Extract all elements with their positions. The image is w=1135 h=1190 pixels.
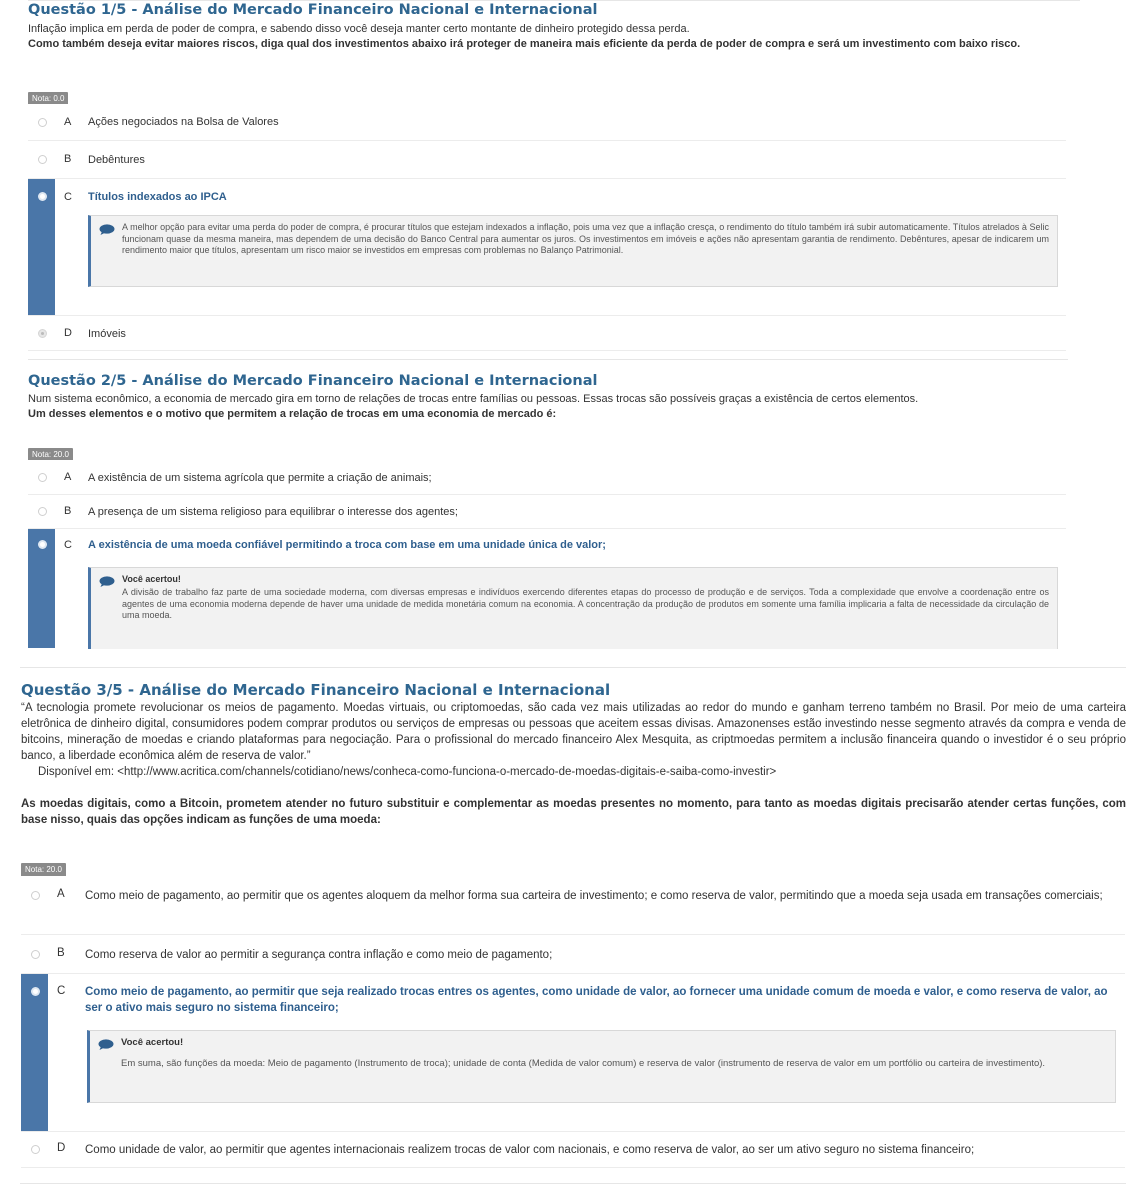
question-intro: Num sistema econômico, a economia de mercado gira em torno de relações de trocas entre famílias ou pessoas. Essas trocas são possíveis graças a existência de certos elementos. bbox=[28, 393, 919, 405]
question-prompt: Um desses elementos e o motivo que permitem a relação de trocas em uma economia de mercado é: bbox=[28, 408, 557, 420]
option-a[interactable] bbox=[28, 104, 1066, 141]
option-letter: D bbox=[64, 327, 72, 339]
question-prompt: As moedas digitais, como a Bitcoin, prometem atender no futuro substituir e complementar as moedas presentes no momento, para tanto as moedas digitais precisarão atender certas funções, com base nisso, quais das opções indicam as funções de uma moeda: bbox=[21, 798, 1126, 826]
option-text: Como meio de pagamento, ao permitir que seja realizado trocas entres os agentes, como unidade de valor, ao fornecer uma unidade comum de moeda e valor, e como reserva de valor, ao ser o ativo mais seguro no sistema financeiro; bbox=[85, 986, 1108, 1014]
grade-badge: Nota: 0.0 bbox=[28, 92, 68, 106]
option-text: Imóveis bbox=[88, 328, 126, 340]
option-letter: C bbox=[64, 191, 72, 203]
question-separator bbox=[28, 359, 1068, 360]
radio-button[interactable] bbox=[38, 118, 47, 127]
options-list-3 bbox=[21, 876, 1125, 1168]
feedback-box bbox=[88, 567, 1058, 649]
option-text: A existência de uma moeda confiável permitindo a troca com base em uma unidade única de valor; bbox=[88, 539, 606, 551]
option-b[interactable] bbox=[21, 935, 1125, 974]
grade-badge: Nota: 20.0 bbox=[21, 863, 66, 877]
option-d[interactable] bbox=[21, 1132, 1125, 1168]
option-text: Títulos indexados ao IPCA bbox=[88, 191, 227, 203]
option-d[interactable] bbox=[28, 316, 1066, 351]
option-letter: D bbox=[57, 1142, 66, 1154]
feedback-text: Em suma, são funções da moeda: Meio de pagamento (Instrumento de troca); unidade de conta (Medida de valor comum) e reserva de valor (instrumento de reserva de valor em um portfólio ou carteira de investimento). bbox=[121, 1058, 1046, 1069]
grade-badge: Nota: 20.0 bbox=[28, 448, 73, 462]
question-3 bbox=[21, 681, 1126, 828]
radio-button-selected[interactable] bbox=[31, 987, 40, 996]
radio-button-disabled[interactable] bbox=[38, 329, 47, 338]
radio-button[interactable] bbox=[38, 473, 47, 482]
option-text: Ações negociados na Bolsa de Valores bbox=[88, 116, 279, 128]
radio-button-selected[interactable] bbox=[38, 540, 47, 549]
options-list-1 bbox=[28, 104, 1066, 351]
feedback-box bbox=[87, 1030, 1116, 1103]
option-letter: B bbox=[64, 505, 72, 517]
radio-button[interactable] bbox=[38, 155, 47, 164]
feedback-box bbox=[88, 215, 1058, 287]
options-list-2 bbox=[28, 460, 1066, 648]
option-text: Como unidade de valor, ao permitir que agentes internacionais realizem trocas de valor com nacionais, e como reserva de valor, ao ser um ativo seguro no sistema financeiro; bbox=[85, 1144, 975, 1156]
question-1 bbox=[28, 1, 1068, 52]
radio-button[interactable] bbox=[38, 507, 47, 516]
option-c-selected[interactable] bbox=[28, 179, 1066, 316]
question-prompt: Como também deseja evitar maiores riscos, diga qual dos investimentos abaixo irá proteger de maneira mais eficiente da perda de poder de compra e será um investimento com baixo risco. bbox=[28, 38, 1021, 50]
question-separator bbox=[20, 667, 1126, 668]
speech-bubble-icon bbox=[99, 576, 115, 587]
speech-bubble-icon bbox=[99, 224, 115, 235]
radio-button-selected[interactable] bbox=[38, 192, 47, 201]
option-text: Como reserva de valor ao permitir a segurança contra inflação e como meio de pagamento; bbox=[85, 949, 553, 961]
feedback-title: Você acertou! bbox=[121, 1037, 184, 1048]
radio-button[interactable] bbox=[31, 891, 40, 900]
grade-badge-3 bbox=[21, 859, 66, 877]
feedback-text: A melhor opção para evitar uma perda do poder de compra, é procurar títulos que estejam indexados a inflação, pois uma vez que a inflação cresça, o rendimento do título também irá subir automaticamente. Títulos atrelados à Selic funcionam quase da mesma maneira, mas dependem de uma decisão do Banco Central para aumentar os juros. Os investimentos em imóveis e ações não apresentam garantia de rendimento. Debêntures, apesar de indicarem um rendimento maior que títulos, apresentam um risco maior se investidos em empresas com problemas no Balanço Patrimonial. bbox=[122, 222, 1049, 255]
option-text: Debêntures bbox=[88, 154, 145, 166]
option-text: A presença de um sistema religioso para equilibrar o interesse dos agentes; bbox=[88, 506, 458, 518]
question-title: Questão 3/5 - Análise do Mercado Financeiro Nacional e Internacional bbox=[21, 681, 611, 699]
radio-button[interactable] bbox=[31, 1145, 40, 1154]
bottom-separator bbox=[20, 1183, 1126, 1184]
option-letter: A bbox=[57, 888, 65, 900]
option-text: A existência de um sistema agrícola que permite a criação de animais; bbox=[88, 472, 432, 484]
question-title: Questão 1/5 - Análise do Mercado Financeiro Nacional e Internacional bbox=[28, 2, 598, 18]
feedback-text: A divisão de trabalho faz parte de uma sociedade moderna, com diversas empresas e indivíduos exercendo diferentes etapas do processo de produção e de serviços. Toda a complexidade que envolve a coordenação entre os agentes de uma economia moderna depende de haver uma unidade de medida monetária comum na economia. A concentração da produção de produtos em somente uma família implicaria a falta de necessidade da circulação de uma moeda. bbox=[122, 587, 1049, 620]
feedback-title: Você acertou! bbox=[122, 574, 181, 584]
option-b[interactable] bbox=[28, 141, 1066, 179]
option-letter: B bbox=[57, 947, 65, 959]
option-c-selected[interactable] bbox=[28, 529, 1066, 648]
question-title: Questão 2/5 - Análise do Mercado Financeiro Nacional e Internacional bbox=[28, 373, 598, 389]
option-letter: A bbox=[64, 116, 72, 128]
option-letter: A bbox=[64, 471, 72, 483]
option-c-selected[interactable] bbox=[21, 974, 1125, 1132]
question-source: Disponível em: <http://www.acritica.com/channels/cotidiano/news/conheca-como-funciona-o-mercado-de-moedas-digitais-e-saiba-como-investir> bbox=[38, 766, 777, 778]
radio-button[interactable] bbox=[31, 950, 40, 959]
question-intro: Inflação implica em perda de poder de compra, e sabendo disso você deseja manter certo montante de dinheiro protegido dessa perda. bbox=[28, 23, 690, 35]
option-letter: C bbox=[64, 539, 72, 551]
speech-bubble-icon bbox=[98, 1039, 114, 1050]
question-quote: “A tecnologia promete revolucionar os meios de pagamento. Moedas virtuais, ou criptomoedas, são cada vez mais utilizadas ao redor do mundo e ganham terreno também no Brasil. Por meio de uma carteira eletrônica de dinheiro digital, consumidores podem comprar produtos ou serviços de empresas ou pessoas que aceitem essas divisas. Amazonenses estão investindo nesse segmento através da compra e venda de bitcoins, mineração de moedas e criando plataformas para negociação. Para o profissional do mercado financeiro Alex Mesquita, as criptmoedas permitem a inclusão financeira quando o investidor é o seu próprio banco, a liberdade econômica além de reserva de valor.” bbox=[21, 702, 1126, 762]
option-letter: C bbox=[57, 985, 66, 997]
option-text: Como meio de pagamento, ao permitir que os agentes aloquem da melhor forma sua carteira de investimento; e como reserva de valor, permitindo que a moeda seja usada em transações comerciais; bbox=[85, 890, 1103, 902]
option-a[interactable] bbox=[28, 460, 1066, 495]
option-b[interactable] bbox=[28, 495, 1066, 529]
option-letter: B bbox=[64, 153, 72, 165]
option-a[interactable] bbox=[21, 876, 1125, 935]
question-2 bbox=[28, 372, 1068, 422]
selected-stripe bbox=[21, 974, 48, 1131]
